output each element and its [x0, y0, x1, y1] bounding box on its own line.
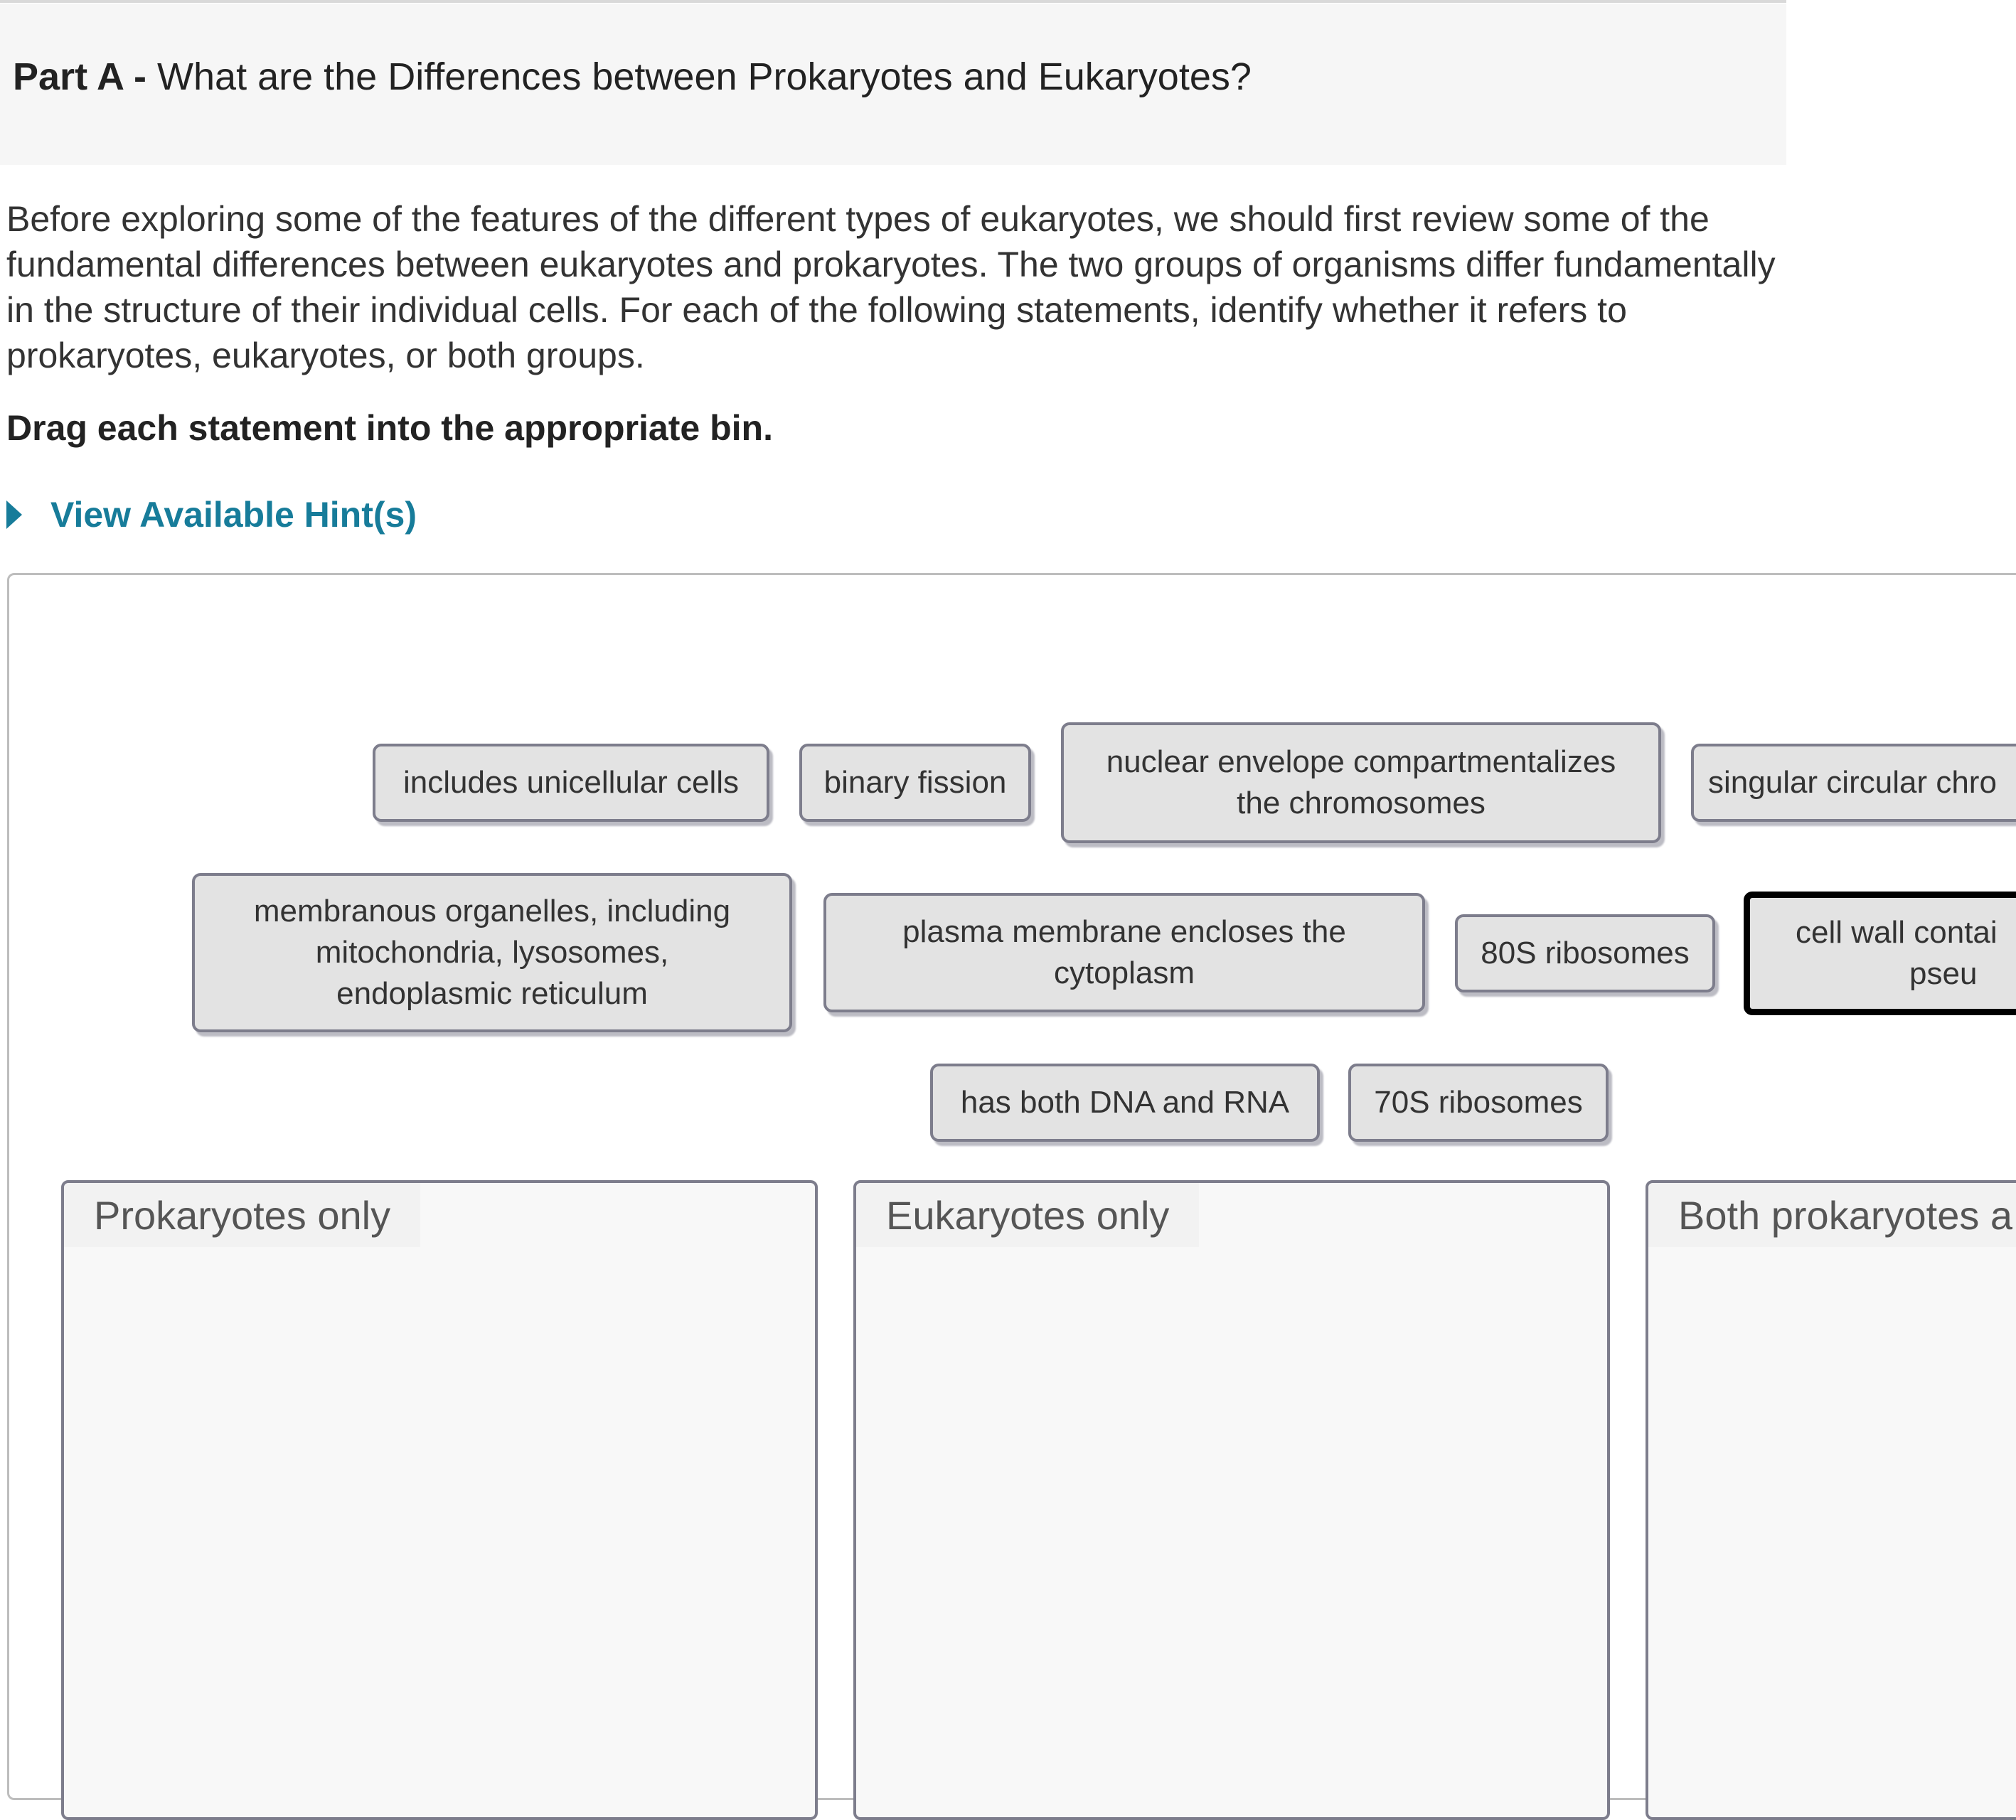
part-header — [0, 4, 1786, 165]
chip-dna-and-rna[interactable]: has both DNA and RNA — [930, 1064, 1320, 1142]
bin-prokaryotes-only[interactable] — [61, 1180, 818, 1820]
bin-eukaryotes-only[interactable] — [853, 1180, 1610, 1820]
chip-binary-fission[interactable]: binary fission — [799, 744, 1031, 822]
page-title — [13, 55, 1252, 99]
caret-right-icon — [6, 500, 22, 529]
intro-text: Before exploring some of the features of the different types of eukaryotes, we should first review some of the fundamental differences between eukaryotes and prokaryotes. The two groups of organisms differ fundamentally in the structure of their individual cells. For each of the following statements, identify whether it refers to prokaryotes, eukaryotes, or both groups. — [6, 199, 1776, 375]
chip-cell-wall[interactable]: cell wall contai pseu — [1744, 892, 2016, 1015]
view-hints-link[interactable]: View Available Hint(s) — [50, 495, 417, 535]
bin-label-both: Both prokaryotes a — [1648, 1183, 2016, 1247]
chip-nuclear-envelope[interactable]: nuclear envelope compartmentalizes the chromosomes — [1061, 722, 1661, 843]
bin-both[interactable] — [1646, 1180, 2016, 1820]
chip-plasma-membrane[interactable]: plasma membrane encloses the cytoplasm — [823, 893, 1425, 1012]
chip-80s-ribosomes[interactable]: 80S ribosomes — [1455, 914, 1715, 992]
instruction-text: Drag each statement into the appropriate bin. — [6, 408, 773, 448]
question-text: What are the Differences between Prokaryotes and Eukaryotes? — [157, 55, 1252, 98]
part-label: Part A - — [13, 55, 147, 98]
chip-membranous-organelles[interactable]: membranous organelles, including mitochondria, lysosomes, endoplasmic reticulum — [192, 873, 792, 1032]
bin-label-prokaryotes: Prokaryotes only — [64, 1183, 420, 1247]
chip-70s-ribosomes[interactable]: 70S ribosomes — [1348, 1064, 1609, 1142]
view-hints-toggle[interactable] — [6, 492, 417, 537]
chip-singular-circular-chromosome[interactable]: singular circular chro — [1691, 744, 2016, 822]
chip-includes-unicellular-cells[interactable]: includes unicellular cells — [373, 744, 769, 822]
bin-label-eukaryotes: Eukaryotes only — [856, 1183, 1199, 1247]
top-divider — [0, 0, 1786, 3]
